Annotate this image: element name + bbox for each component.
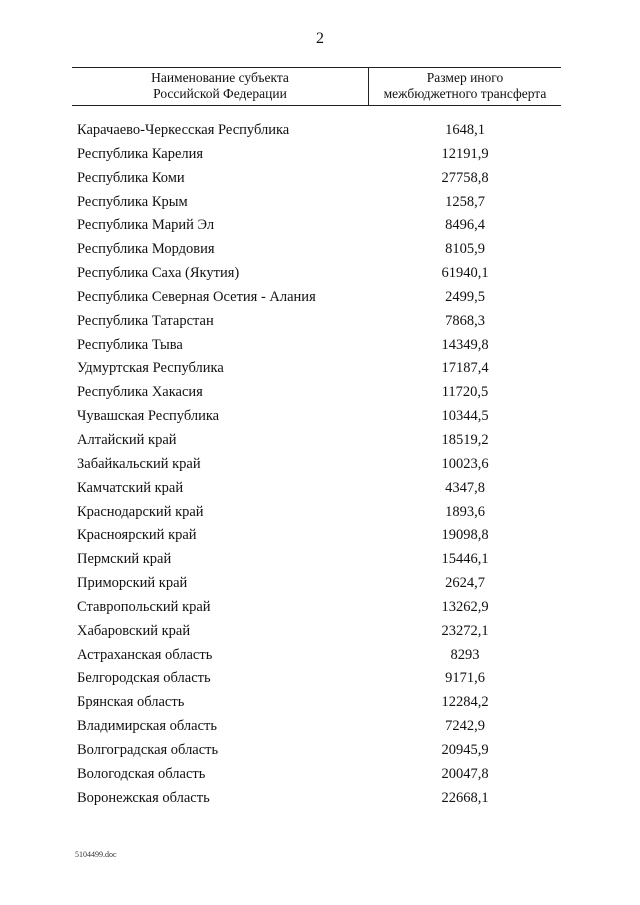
transfer-amount: 4347,8 [445, 479, 485, 496]
transfer-amount: 8293 [450, 646, 480, 663]
table-row [0, 715, 640, 739]
transfer-amount: 10344,5 [441, 408, 489, 425]
table-row [0, 262, 640, 286]
subject-name: Республика Коми [77, 169, 185, 186]
table-row [0, 667, 640, 691]
table-row [0, 501, 640, 525]
subject-name: Воронежская область [77, 789, 210, 806]
table-row [0, 238, 640, 262]
subject-name: Приморский край [77, 575, 188, 592]
table-row [0, 739, 640, 763]
table-row [0, 334, 640, 358]
transfer-amount: 7242,9 [445, 718, 485, 735]
transfer-amount: 15446,1 [441, 551, 489, 568]
transfer-amount: 9171,6 [445, 670, 485, 687]
subject-name: Астраханская область [77, 646, 213, 663]
table-row [0, 214, 640, 238]
table-row [0, 429, 640, 453]
table-row [0, 548, 640, 572]
table-row [0, 763, 640, 787]
table-row [0, 620, 640, 644]
subject-name: Карачаево-Черкесская Республика [77, 122, 290, 138]
transfer-amount: 2499,5 [445, 288, 485, 305]
transfer-amount: 12191,9 [441, 145, 489, 162]
transfer-amount: 2624,7 [445, 575, 485, 592]
transfer-amount: 8496,4 [445, 217, 485, 234]
subject-name: Чувашская Республика [77, 408, 220, 425]
subject-name: Камчатский край [77, 479, 184, 496]
table-row [0, 143, 640, 167]
subject-name: Ставропольский край [77, 598, 211, 615]
header-transfer-amount: Размер иного межбюджетного трансферта [383, 70, 547, 101]
table-row [0, 357, 640, 381]
page-number: 2 [316, 30, 324, 47]
transfer-amount: 22668,1 [441, 789, 489, 806]
subject-name: Республика Карелия [77, 145, 204, 162]
transfer-amount: 14349,8 [441, 336, 489, 353]
transfer-amount: 61940,1 [441, 265, 489, 282]
table-row [0, 572, 640, 596]
table-row [0, 191, 640, 215]
transfer-amount: 17187,4 [441, 360, 489, 377]
footer-filename: 5104499.doc [75, 850, 117, 859]
transfer-amount: 23272,1 [441, 622, 489, 639]
subject-name: Краснодарский край [77, 503, 204, 520]
subject-name: Республика Крым [77, 193, 188, 210]
subject-name: Республика Марий Эл [77, 217, 215, 234]
subject-name: Республика Мордовия [77, 241, 215, 258]
subject-name: Белгородская область [77, 670, 211, 687]
transfer-amount: 1648,1 [445, 122, 485, 138]
transfer-amount: 13262,9 [441, 598, 489, 615]
table-row [0, 381, 640, 405]
table-row [0, 644, 640, 668]
subject-name: Республика Хакасия [77, 384, 203, 401]
table-row [0, 691, 640, 715]
header-subject-name: Наименование субъекта Российской Федерации [151, 70, 289, 101]
transfer-amount: 1258,7 [445, 193, 485, 210]
subject-name: Забайкальский край [77, 455, 201, 472]
table-row [0, 286, 640, 310]
transfer-amount: 1893,6 [445, 503, 485, 520]
subject-name: Красноярский край [77, 527, 197, 544]
table-row [0, 453, 640, 477]
table-body [0, 119, 640, 810]
subject-name: Алтайский край [77, 431, 177, 448]
subject-name: Владимирская область [77, 718, 217, 735]
transfer-amount: 10023,6 [441, 455, 489, 472]
table-row [0, 167, 640, 191]
subject-name: Вологодская область [77, 765, 206, 782]
subject-name: Удмуртская Республика [77, 360, 224, 377]
table-row [0, 119, 640, 143]
transfer-amount: 20945,9 [441, 741, 489, 758]
transfer-amount: 8105,9 [445, 241, 485, 258]
subject-name: Республика Тыва [77, 336, 183, 353]
transfer-amount: 20047,8 [441, 765, 489, 782]
table-row [0, 405, 640, 429]
table-row [0, 787, 640, 811]
transfer-amount: 18519,2 [441, 431, 489, 448]
subject-name: Республика Саха (Якутия) [77, 265, 240, 282]
transfer-amount: 7868,3 [445, 312, 485, 329]
table-row [0, 477, 640, 501]
subject-name: Республика Северная Осетия - Алания [77, 288, 316, 305]
subject-name: Волгоградская область [77, 741, 219, 758]
subject-name: Хабаровский край [77, 622, 191, 639]
subject-name: Республика Татарстан [77, 312, 214, 329]
transfer-amount: 11720,5 [441, 384, 489, 401]
table-header [72, 67, 561, 106]
subject-name: Брянская область [77, 694, 185, 711]
transfer-amount: 12284,2 [441, 694, 489, 711]
table-row [0, 596, 640, 620]
transfer-amount: 19098,8 [441, 527, 489, 544]
table-row [0, 310, 640, 334]
subject-name: Пермский край [77, 551, 172, 568]
transfer-amount: 27758,8 [441, 169, 489, 186]
table-row [0, 524, 640, 548]
